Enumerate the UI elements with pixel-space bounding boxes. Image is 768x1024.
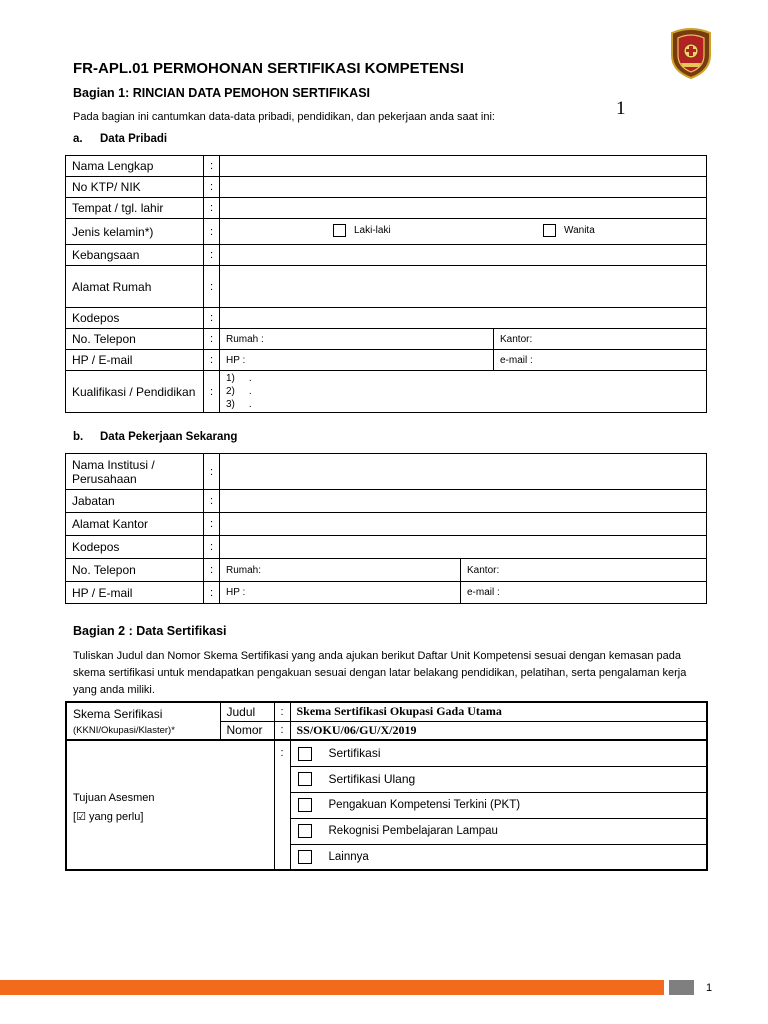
colon: : — [204, 582, 220, 604]
list-item: 1) . — [226, 373, 252, 384]
table-row — [66, 371, 707, 413]
colon: : — [204, 219, 220, 245]
field-label: Jabatan — [66, 490, 204, 513]
purpose-label-cell — [66, 740, 274, 870]
email-field[interactable]: e-mail : — [494, 350, 707, 371]
address-field[interactable] — [220, 266, 707, 308]
table-row — [66, 536, 707, 559]
purpose-option[interactable]: Rekognisi Pembelajaran Lampau — [290, 818, 707, 844]
office-phone-office-field[interactable]: Kantor: — [461, 559, 707, 582]
colon: : — [204, 156, 220, 177]
scheme-title-value[interactable]: Skema Sertifikasi Okupasi Gada Utama — [290, 702, 707, 721]
colon: : — [204, 513, 220, 536]
subsection-letter: a. — [73, 133, 83, 145]
office-email-field[interactable]: e-mail : — [461, 582, 707, 604]
subsection-title: Data Pribadi — [100, 133, 168, 145]
table-row — [66, 245, 707, 266]
table-row — [66, 198, 707, 219]
checkbox[interactable] — [298, 850, 312, 864]
colon: : — [204, 490, 220, 513]
table-row — [66, 308, 707, 329]
section1-intro: Pada bagian ini cantumkan data-data pribadi, pendidikan, dan pekerjaan anda saat ini: — [73, 111, 495, 123]
purpose-hint: [☑ yang perlu] — [73, 810, 144, 823]
checked-box-icon: ☑ — [76, 810, 86, 823]
title-label: Judul — [220, 702, 274, 721]
scheme-sublabel: (KKNI/Okupasi/Klaster)* — [73, 724, 175, 736]
office-postcode-field[interactable] — [220, 536, 707, 559]
work-data-table — [65, 453, 707, 604]
colon: : — [204, 245, 220, 266]
footer-accent-bar — [0, 980, 664, 995]
table-row — [66, 582, 707, 604]
field-label: Alamat Rumah — [66, 266, 204, 308]
institution-field[interactable] — [220, 454, 707, 490]
section2-title: Bagian 2 : Data Sertifikasi — [73, 624, 227, 638]
table-row — [66, 490, 707, 513]
colon: : — [204, 177, 220, 198]
table-row — [66, 350, 707, 371]
scheme-label: Skema Serifikasi — [73, 706, 163, 721]
subsection-letter: b. — [73, 431, 84, 443]
phone-home-field[interactable]: Rumah : — [220, 329, 494, 350]
subsection-personal-data-heading — [73, 133, 167, 145]
section2-description: Tuliskan Judul dan Nomor Skema Sertifikasi yang anda ajukan berikut Daftar Unit Kompetensi sesuai dengan kemasan pada skema sertifikasi untuk mendapatkan pengakuan sesuai dengan latar belakang pendidikan, pelatihan, serta pengalaman kerja yang anda miliki. — [73, 650, 687, 696]
hp-field[interactable]: HP : — [220, 350, 494, 371]
office-phone-home-field[interactable]: Rumah: — [220, 559, 461, 582]
colon: : — [274, 721, 290, 740]
field-label: Kualifikasi / Pendidikan — [66, 371, 204, 413]
field-label: No KTP/ NIK — [66, 177, 204, 198]
personal-data-table — [65, 155, 707, 413]
table-row — [66, 702, 707, 721]
colon: : — [204, 371, 220, 413]
colon: : — [204, 329, 220, 350]
table-row — [66, 156, 707, 177]
purpose-option[interactable]: Pengakuan Kompetensi Terkini (PKT) — [290, 792, 707, 818]
document-title: FR-APL.01 PERMOHONAN SERTIFIKASI KOMPETENSI — [73, 60, 464, 77]
colon: : — [274, 702, 290, 721]
scheme-label-cell — [66, 702, 220, 740]
subsection-title: Data Pekerjaan Sekarang — [100, 431, 238, 443]
checkbox-female[interactable] — [543, 224, 556, 237]
gender-option-female[interactable] — [543, 224, 595, 237]
list-item: 3) . — [226, 399, 252, 410]
colon: : — [204, 454, 220, 490]
field-label: Nama Lengkap — [66, 156, 204, 177]
postcode-field[interactable] — [220, 308, 707, 329]
colon: : — [204, 308, 220, 329]
number-label: Nomor — [220, 721, 274, 740]
gender-option-male[interactable] — [333, 224, 391, 237]
birth-field[interactable] — [220, 198, 707, 219]
table-row — [66, 177, 707, 198]
colon: : — [204, 350, 220, 371]
field-label: No. Telepon — [66, 559, 204, 582]
subsection-work-data-heading — [73, 431, 237, 443]
education-list — [226, 372, 700, 411]
checkbox[interactable] — [298, 824, 312, 838]
gender-field — [220, 219, 707, 245]
list-item: 2) . — [226, 386, 252, 397]
checkbox[interactable] — [298, 772, 312, 786]
office-hp-field[interactable]: HP : — [220, 582, 461, 604]
field-label: Nama Institusi / Perusahaan — [66, 454, 204, 490]
field-label: Kebangsaan — [66, 245, 204, 266]
footer-gray-block — [669, 980, 694, 995]
position-field[interactable] — [220, 490, 707, 513]
field-label: Tempat / tgl. lahir — [66, 198, 204, 219]
footer-page-number: 1 — [706, 982, 713, 994]
field-label: HP / E-mail — [66, 350, 204, 371]
field-label: HP / E-mail — [66, 582, 204, 604]
education-field[interactable] — [220, 371, 707, 413]
table-row — [66, 454, 707, 490]
table-row — [66, 513, 707, 536]
field-label: Kodepos — [66, 536, 204, 559]
nationality-field[interactable] — [220, 245, 707, 266]
table-row — [66, 219, 707, 245]
checkbox[interactable] — [298, 798, 312, 812]
table-row — [66, 266, 707, 308]
field-label: Kodepos — [66, 308, 204, 329]
colon: : — [204, 266, 220, 308]
field-label: Alamat Kantor — [66, 513, 204, 536]
field-label: Jenis kelamin*) — [66, 219, 204, 245]
colon: : — [274, 740, 290, 870]
scheme-number-value[interactable]: SS/OKU/06/GU/X/2019 — [290, 721, 707, 740]
purpose-option[interactable]: Sertifikasi Ulang — [290, 766, 707, 792]
certification-data-table — [65, 701, 708, 871]
phone-office-field[interactable]: Kantor: — [494, 329, 707, 350]
colon: : — [204, 536, 220, 559]
gender-option-label: Laki-laki — [354, 225, 391, 236]
ktp-field[interactable] — [220, 177, 707, 198]
shield-emblem-icon — [669, 27, 713, 79]
purpose-option[interactable]: Sertifikasi — [290, 740, 707, 766]
field-label: No. Telepon — [66, 329, 204, 350]
office-address-field[interactable] — [220, 513, 707, 536]
checkbox[interactable] — [298, 747, 312, 761]
gender-option-label: Wanita — [564, 225, 595, 236]
purpose-label: Tujuan Asesmen — [73, 791, 155, 804]
table-row — [66, 559, 707, 582]
colon: : — [204, 198, 220, 219]
table-row — [66, 740, 707, 766]
section1-title: Bagian 1: RINCIAN DATA PEMOHON SERTIFIKASI — [73, 86, 371, 100]
purpose-option[interactable]: Lainnya — [290, 844, 707, 870]
name-field[interactable] — [220, 156, 707, 177]
colon: : — [204, 559, 220, 582]
checkbox-male[interactable] — [333, 224, 346, 237]
page-mark: 1 — [616, 98, 626, 119]
table-row — [66, 329, 707, 350]
